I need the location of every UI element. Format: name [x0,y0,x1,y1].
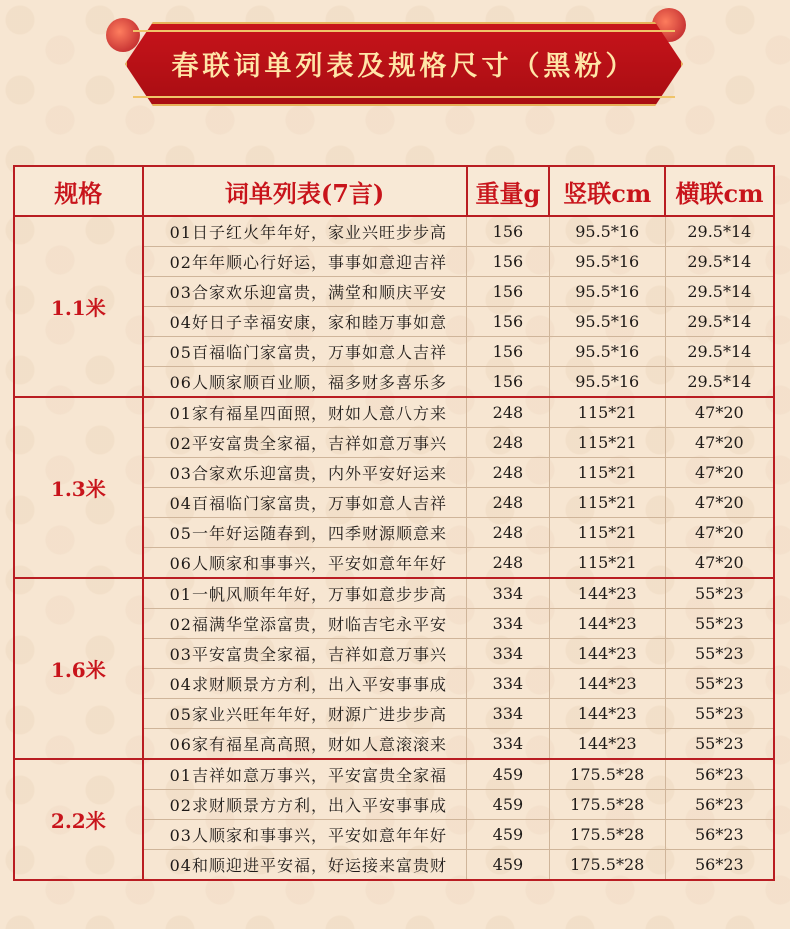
phrase-cell: 01日子红火年年好，家业兴旺步步高 [143,216,467,247]
vertical-size-cell: 144*23 [549,609,665,639]
table-body [14,216,774,880]
weight-cell: 156 [467,277,550,307]
header-spec: 规格 [14,166,143,216]
phrase-cell: 02福满华堂添富贵，财临吉宅永平安 [143,609,467,639]
vertical-size-cell: 175.5*28 [549,820,665,850]
weight-cell: 248 [467,428,550,458]
horizontal-size-cell: 56*23 [665,820,774,850]
weight-cell: 334 [467,609,550,639]
phrase-cell: 01吉祥如意万事兴，平安富贵全家福 [143,759,467,790]
vertical-size-cell: 95.5*16 [549,307,665,337]
horizontal-size-cell: 55*23 [665,699,774,729]
weight-cell: 334 [467,729,550,760]
header-vertical-size: 竖联cm [549,166,665,216]
weight-cell: 248 [467,458,550,488]
weight-cell: 459 [467,850,550,881]
weight-cell: 459 [467,790,550,820]
table-header-row [14,166,774,216]
weight-cell: 156 [467,216,550,247]
horizontal-size-cell: 47*20 [665,458,774,488]
phrase-cell: 04和顺迎进平安福，好运接来富贵财 [143,850,467,881]
weight-cell: 334 [467,699,550,729]
weight-cell: 156 [467,247,550,277]
phrase-cell: 02求财顺景方方利，出入平安事事成 [143,790,467,820]
vertical-size-cell: 115*21 [549,518,665,548]
horizontal-size-cell: 55*23 [665,578,774,609]
weight-cell: 459 [467,820,550,850]
horizontal-size-cell: 55*23 [665,639,774,669]
vertical-size-cell: 115*21 [549,488,665,518]
weight-cell: 334 [467,578,550,609]
weight-cell: 334 [467,639,550,669]
vertical-size-cell: 144*23 [549,578,665,609]
horizontal-size-cell: 29.5*14 [665,247,774,277]
header-horizontal-size: 横联cm [665,166,774,216]
horizontal-size-cell: 47*20 [665,428,774,458]
phrase-cell: 03平安富贵全家福，吉祥如意万事兴 [143,639,467,669]
weight-cell: 156 [467,337,550,367]
horizontal-size-cell: 56*23 [665,790,774,820]
vertical-size-cell: 144*23 [549,639,665,669]
weight-cell: 248 [467,548,550,579]
phrase-cell: 06家有福星高高照，财如人意滚滚来 [143,729,467,760]
horizontal-size-cell: 47*20 [665,548,774,579]
vertical-size-cell: 95.5*16 [549,337,665,367]
phrase-cell: 03合家欢乐迎富贵，内外平安好运来 [143,458,467,488]
horizontal-size-cell: 55*23 [665,669,774,699]
vertical-size-cell: 175.5*28 [549,759,665,790]
horizontal-size-cell: 29.5*14 [665,367,774,398]
title-banner [125,22,683,106]
phrase-cell: 05一年好运随春到，四季财源顺意来 [143,518,467,548]
vertical-size-cell: 144*23 [549,669,665,699]
phrase-cell: 02年年顺心行好运，事事如意迎吉祥 [143,247,467,277]
spec-table [13,165,775,881]
phrase-cell: 01家有福星四面照，财如人意八方来 [143,397,467,428]
spec-table-container [13,165,775,881]
vertical-size-cell: 115*21 [549,548,665,579]
phrase-cell: 02平安富贵全家福，吉祥如意万事兴 [143,428,467,458]
weight-cell: 156 [467,307,550,337]
header-phrase-list: 词单列表(7言) [143,166,467,216]
vertical-size-cell: 175.5*28 [549,850,665,881]
table-row [14,578,774,609]
vertical-size-cell: 95.5*16 [549,216,665,247]
phrase-cell: 05百福临门家富贵，万事如意人吉祥 [143,337,467,367]
horizontal-size-cell: 47*20 [665,488,774,518]
horizontal-size-cell: 29.5*14 [665,337,774,367]
horizontal-size-cell: 55*23 [665,729,774,760]
weight-cell: 459 [467,759,550,790]
table-row [14,216,774,247]
horizontal-size-cell: 47*20 [665,518,774,548]
spec-cell: 1.3米 [14,397,143,578]
horizontal-size-cell: 55*23 [665,609,774,639]
horizontal-size-cell: 29.5*14 [665,307,774,337]
table-row [14,759,774,790]
phrase-cell: 04好日子幸福安康，家和睦万事如意 [143,307,467,337]
phrase-cell: 03合家欢乐迎富贵，满堂和顺庆平安 [143,277,467,307]
horizontal-size-cell: 56*23 [665,850,774,881]
table-row [14,397,774,428]
phrase-cell: 06人顺家和事事兴，平安如意年年好 [143,548,467,579]
vertical-size-cell: 175.5*28 [549,790,665,820]
phrase-cell: 04求财顺景方方利，出入平安事事成 [143,669,467,699]
vertical-size-cell: 95.5*16 [549,367,665,398]
header-weight: 重量g [467,166,550,216]
phrase-cell: 01一帆风顺年年好，万事如意步步高 [143,578,467,609]
weight-cell: 248 [467,518,550,548]
weight-cell: 248 [467,397,550,428]
weight-cell: 156 [467,367,550,398]
phrase-cell: 06人顺家顺百业顺，福多财多喜乐多 [143,367,467,398]
spec-cell: 1.6米 [14,578,143,759]
vertical-size-cell: 115*21 [549,458,665,488]
weight-cell: 334 [467,669,550,699]
vertical-size-cell: 95.5*16 [549,277,665,307]
vertical-size-cell: 115*21 [549,428,665,458]
phrase-cell: 04百福临门家富贵，万事如意人吉祥 [143,488,467,518]
horizontal-size-cell: 29.5*14 [665,277,774,307]
vertical-size-cell: 95.5*16 [549,247,665,277]
phrase-cell: 05家业兴旺年年好，财源广进步步高 [143,699,467,729]
weight-cell: 248 [467,488,550,518]
horizontal-size-cell: 47*20 [665,397,774,428]
vertical-size-cell: 144*23 [549,729,665,760]
horizontal-size-cell: 29.5*14 [665,216,774,247]
spec-cell: 1.1米 [14,216,143,397]
page-title: 春联词单列表及规格尺寸（黑粉） [171,51,637,82]
horizontal-size-cell: 56*23 [665,759,774,790]
vertical-size-cell: 115*21 [549,397,665,428]
spec-cell: 2.2米 [14,759,143,880]
phrase-cell: 03人顺家和事事兴，平安如意年年好 [143,820,467,850]
vertical-size-cell: 144*23 [549,699,665,729]
